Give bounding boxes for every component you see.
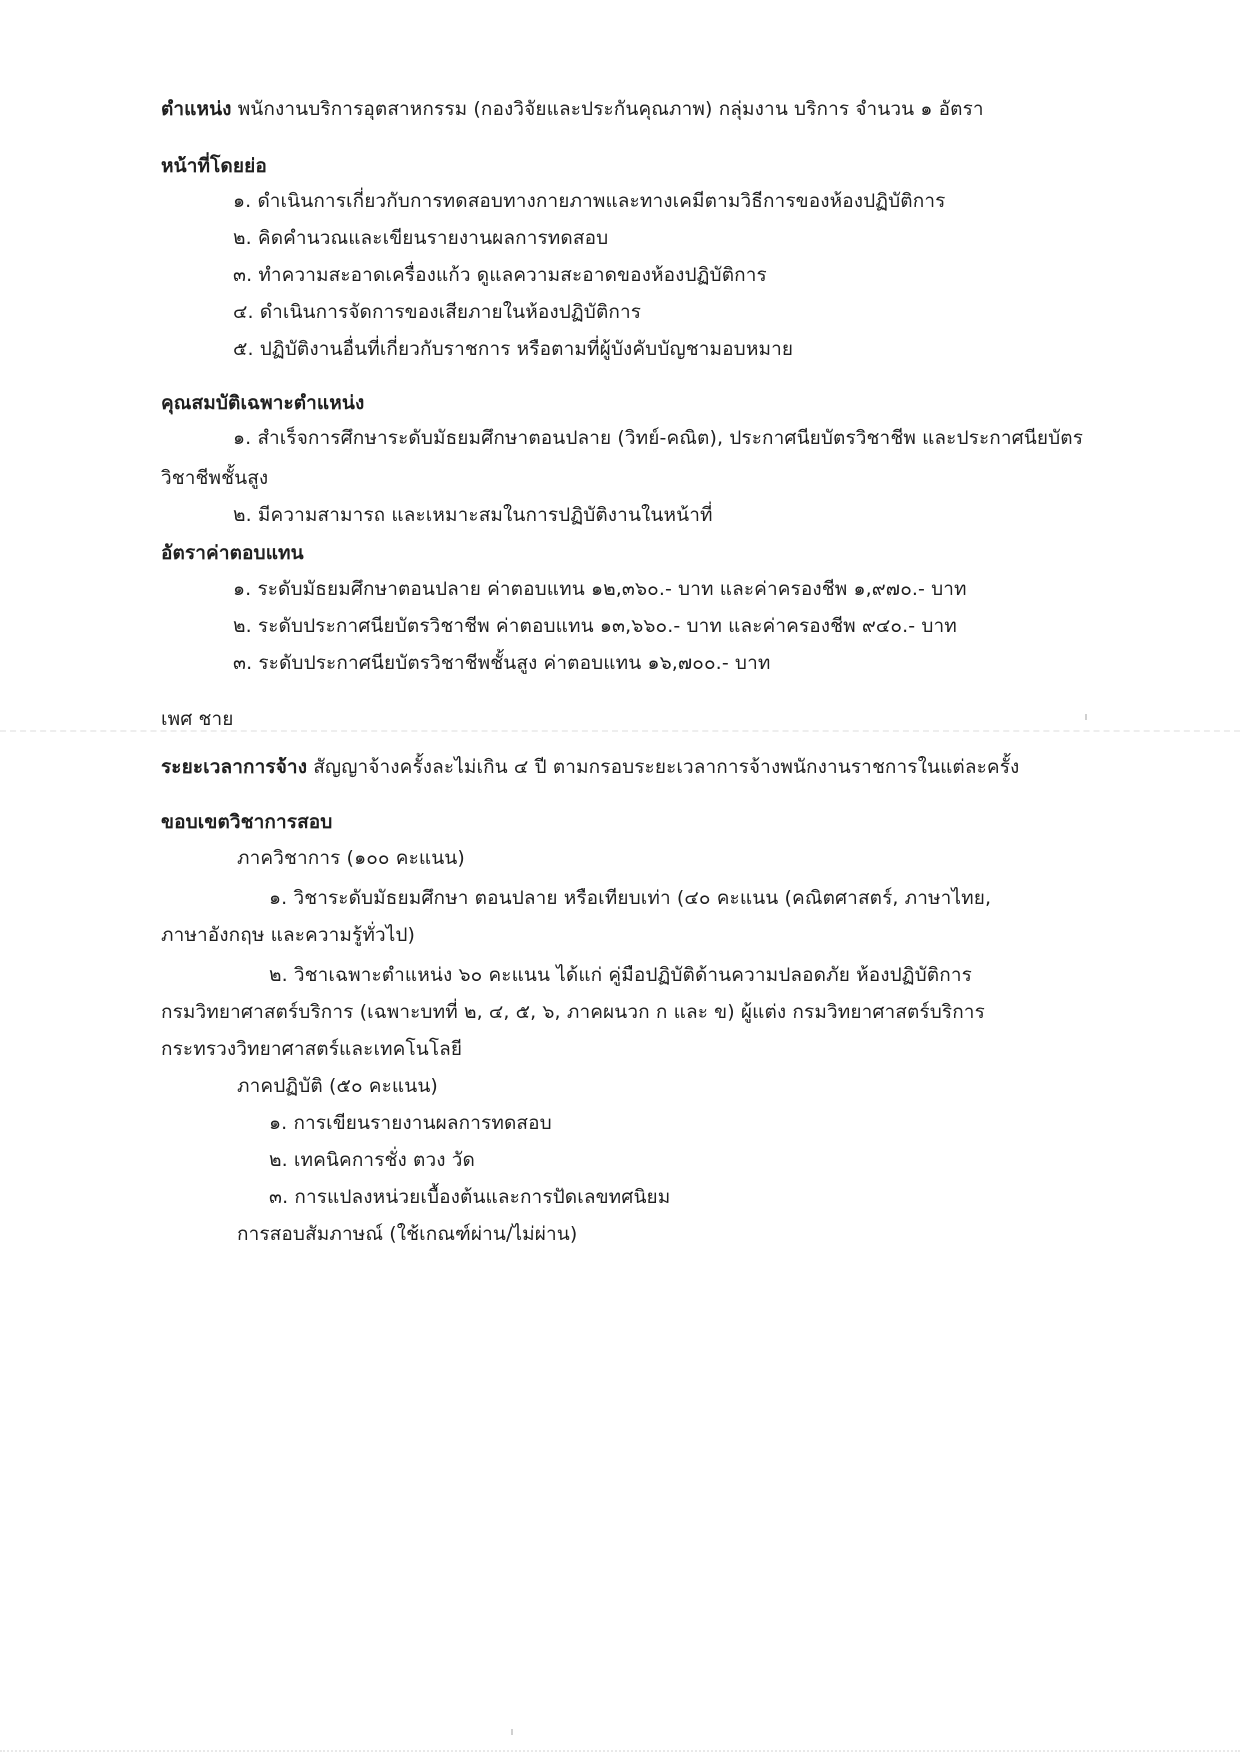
compensation-heading: อัตราค่าตอบแทน xyxy=(161,542,304,564)
position-text: พนักงานบริการอุตสาหกรรม (กองวิจัยและประกันคุณภาพ) กลุ่มงาน บริการ จำนวน ๑ อัตรา xyxy=(237,98,984,120)
qualification-item: ๑. สำเร็จการศึกษาระดับมัธยมศึกษาตอนปลาย (วิทย์-คณิต), ประกาศนียบัตรวิชาชีพ และประกาศนียบัตร xyxy=(233,427,1084,449)
compensation-item: ๑. ระดับมัธยมศึกษาตอนปลาย ค่าตอบแทน ๑๒,๓๖๐.- บาท และค่าครองชีพ ๑,๙๗๐.- บาท xyxy=(233,578,967,600)
duty-item: ๑. ดำเนินการเกี่ยวกับการทดสอบทางกายภาพและทางเคมีตามวิธีการของห้องปฏิบัติการ xyxy=(233,190,946,212)
duties-heading: หน้าที่โดยย่อ xyxy=(161,155,267,177)
duty-item: ๒. คิดคำนวณและเขียนรายงานผลการทดสอบ xyxy=(233,227,609,249)
exam-scope-heading: ขอบเขตวิชาการสอบ xyxy=(161,811,333,833)
academic-item: ๑. วิชาระดับมัธยมศึกษา ตอนปลาย หรือเทียบเท่า (๔๐ คะแนน (คณิตศาสตร์, ภาษาไทย, xyxy=(269,887,992,909)
compensation-item: ๒. ระดับประกาศนียบัตรวิชาชีพ ค่าตอบแทน ๑๓,๖๖๐.- บาท และค่าครองชีพ ๙๔๐.- บาท xyxy=(233,615,957,637)
practical-item: ๑. การเขียนรายงานผลการทดสอบ xyxy=(269,1112,552,1134)
qualifications-heading: คุณสมบัติเฉพาะตำแหน่ง xyxy=(161,392,365,414)
academic-section-title: ภาควิชาการ (๑๐๐ คะแนน) xyxy=(237,847,465,869)
compensation-item: ๓. ระดับประกาศนียบัตรวิชาชีพชั้นสูง ค่าตอบแทน ๑๖,๗๐๐.- บาท xyxy=(233,652,771,674)
academic-item: ๒. วิชาเฉพาะตำแหน่ง ๖๐ คะแนน ได้แก่ คู่มือปฏิบัติด้านความปลอดภัย ห้องปฏิบัติการ xyxy=(269,964,972,986)
employment-period-text: สัญญาจ้างครั้งละไม่เกิน ๔ ปี ตามกรอบระยะเวลาการจ้างพนักงานราชการในแต่ละครั้ง xyxy=(313,756,1020,778)
qualification-item-continued: วิชาชีพชั้นสูง xyxy=(161,467,269,489)
duty-item: ๕. ปฏิบัติงานอื่นที่เกี่ยวกับราชการ หรือตามที่ผู้บังคับบัญชามอบหมาย xyxy=(233,338,794,360)
employment-period-line xyxy=(161,753,1019,781)
position-label: ตำแหน่ง xyxy=(161,98,232,120)
academic-item-continued: ภาษาอังกฤษ และความรู้ทั่วไป) xyxy=(161,924,416,946)
qualification-item: ๒. มีความสามารถ และเหมาะสมในการปฏิบัติงานในหน้าที่ xyxy=(233,504,713,526)
practical-item: ๓. การแปลงหน่วยเบื้องต้นและการปัดเลขทศนิยม xyxy=(269,1186,671,1208)
academic-item-continued: กรมวิทยาศาสตร์บริการ (เฉพาะบทที่ ๒, ๔, ๕, ๖, ภาคผนวก ก และ ข) ผู้แต่ง กรมวิทยาศาสตร์บริการ xyxy=(161,1001,985,1023)
practical-section-title: ภาคปฏิบัติ (๕๐ คะแนน) xyxy=(237,1075,438,1097)
duty-item: ๓. ทำความสะอาดเครื่องแก้ว ดูแลความสะอาดของห้องปฏิบัติการ xyxy=(233,264,767,286)
scan-speck xyxy=(1085,714,1087,720)
scan-bottom-edge xyxy=(0,1750,1240,1752)
interview-line: การสอบสัมภาษณ์ (ใช้เกณฑ์ผ่าน/ไม่ผ่าน) xyxy=(237,1223,578,1245)
position-line xyxy=(161,95,984,123)
academic-item-continued: กระทรวงวิทยาศาสตร์และเทคโนโลยี xyxy=(161,1038,463,1060)
scan-speck xyxy=(511,1729,513,1735)
gender-line: เพศ ชาย xyxy=(161,708,234,730)
employment-period-label: ระยะเวลาการจ้าง xyxy=(161,756,308,778)
duty-item: ๔. ดำเนินการจัดการของเสียภายในห้องปฏิบัติการ xyxy=(233,301,642,323)
practical-item: ๒. เทคนิคการชั่ง ตวง วัด xyxy=(269,1149,475,1171)
scan-fold-line xyxy=(0,730,1240,732)
